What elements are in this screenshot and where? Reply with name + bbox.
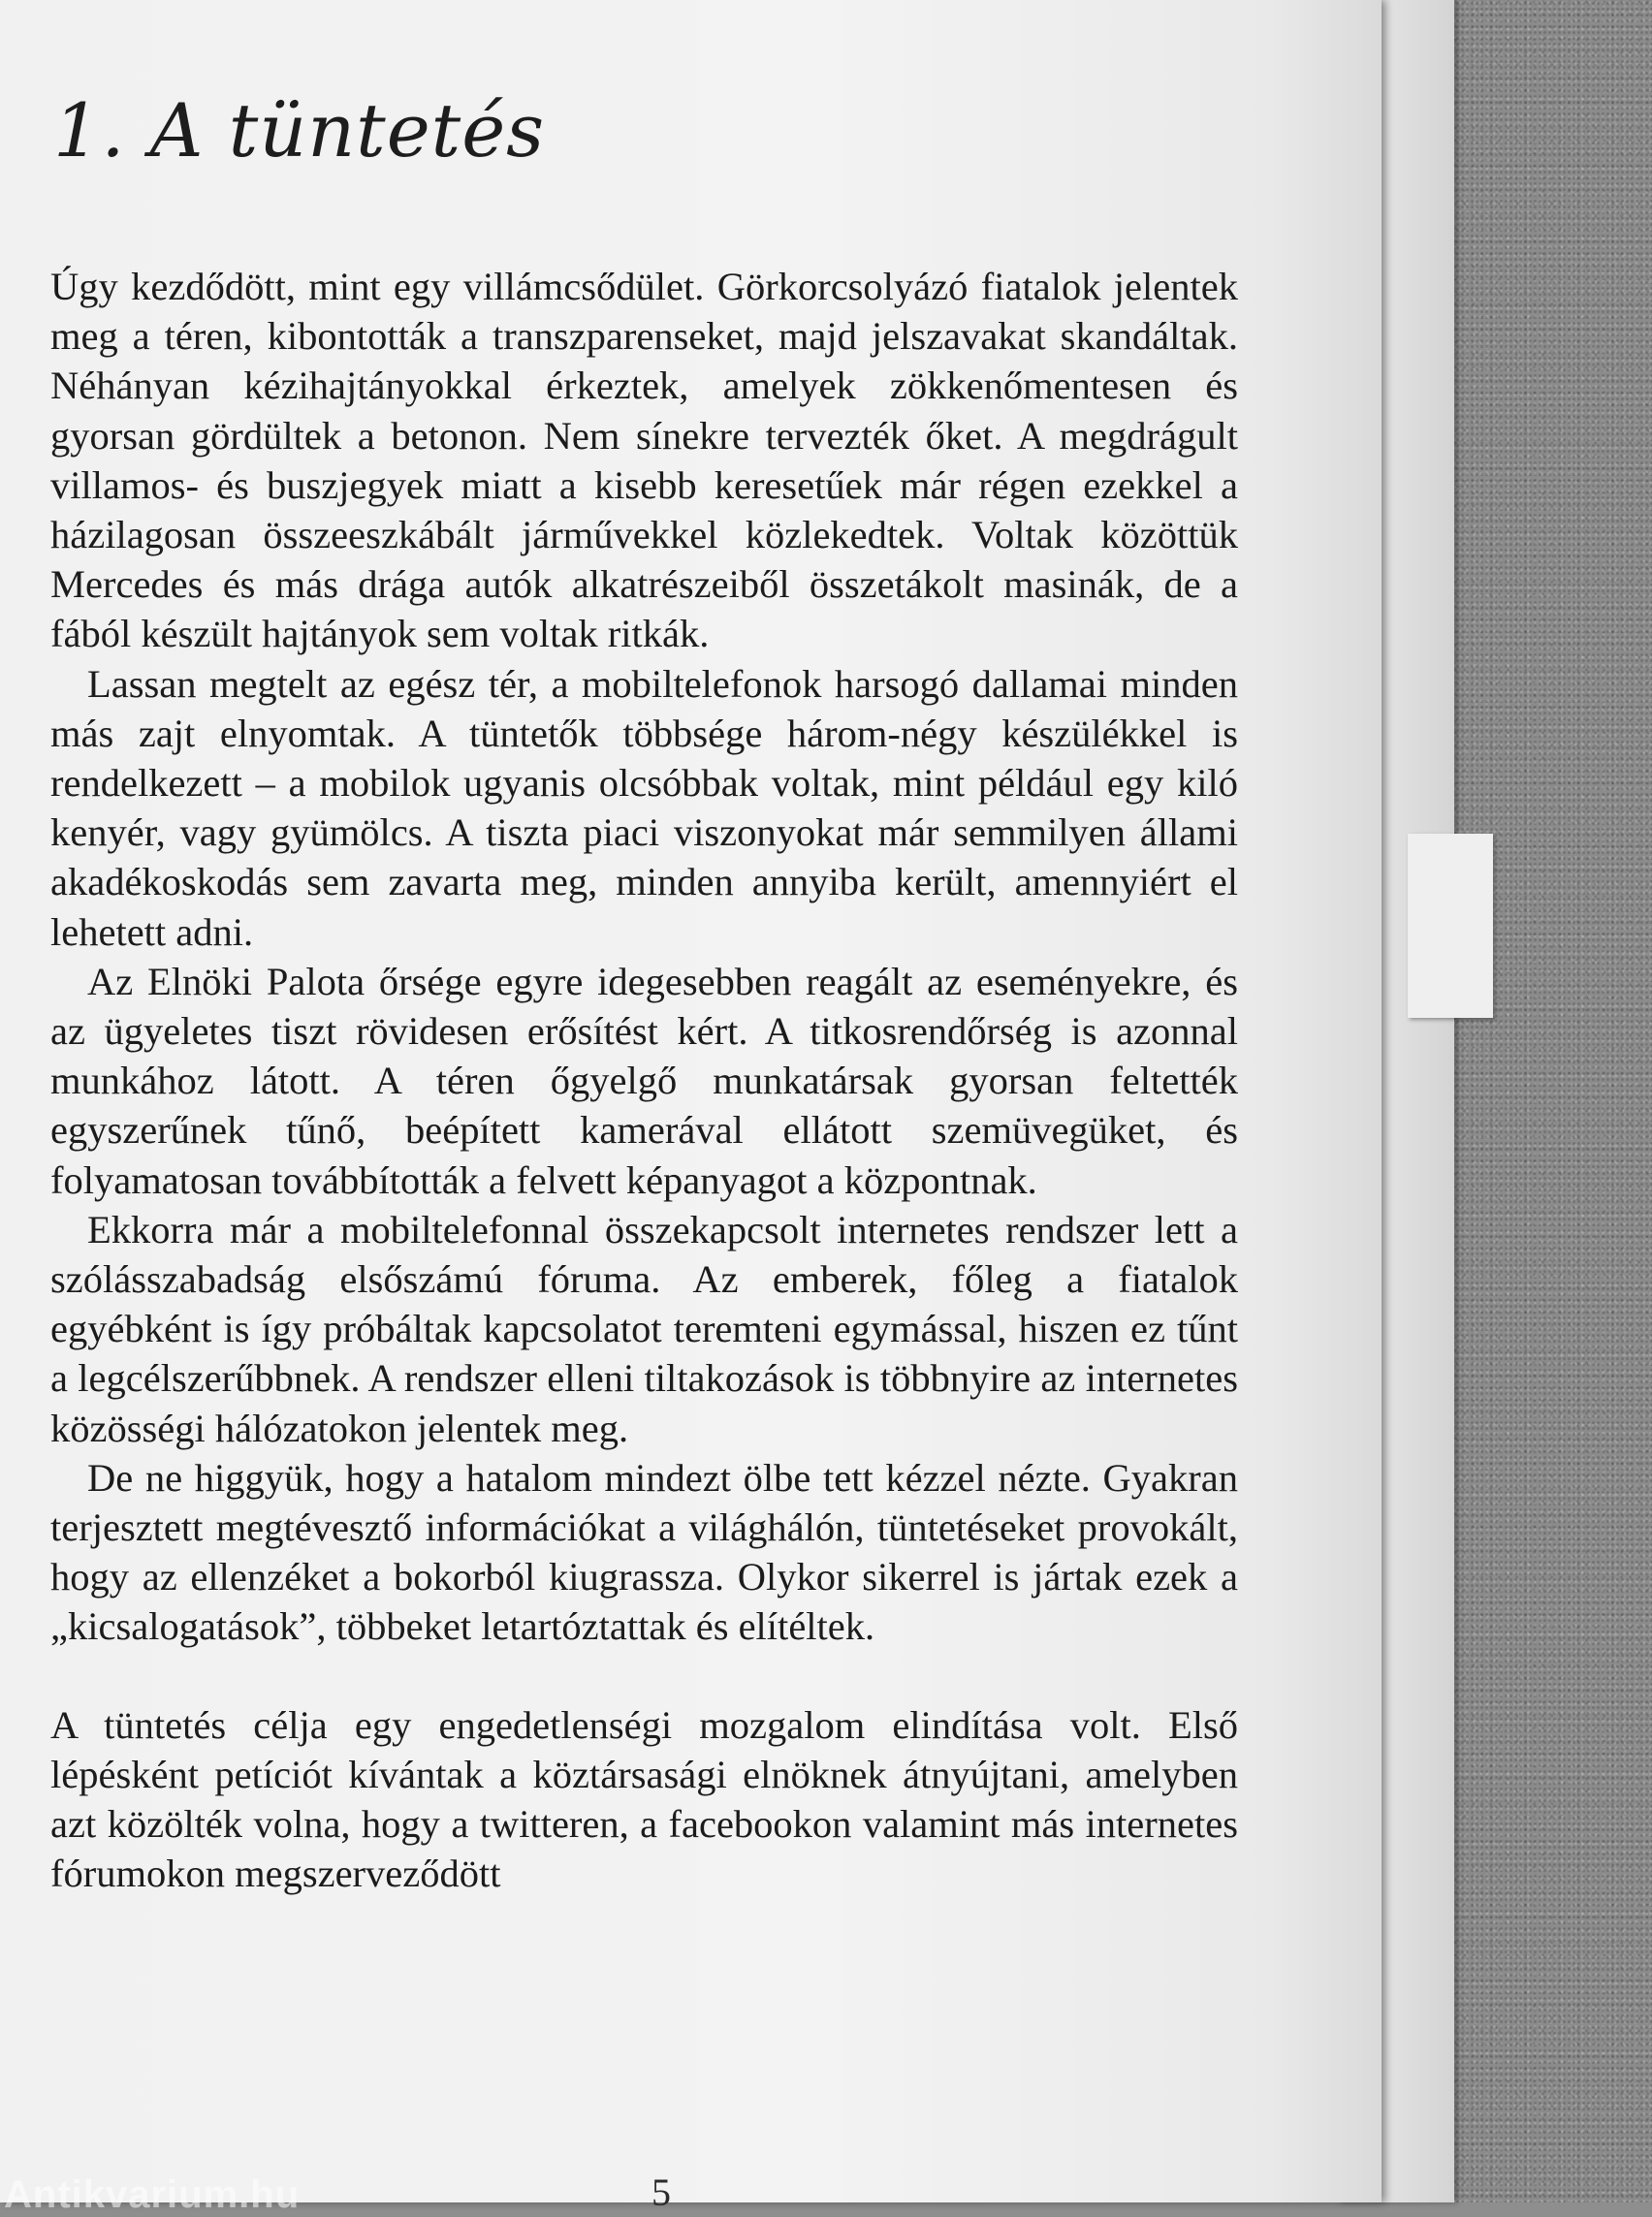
paragraph: A tüntetés célja egy engedetlenségi mozgalom elindítása volt. Első lépésként petíciót kívántak a köztársasági elnöknek átnyújtani, amelyben azt közölték volna, hogy a twitteren, a facebookon valamint más internetes fórumokon megszerveződött (50, 1702, 1238, 1896)
page-number: 5 (651, 2170, 671, 2214)
paragraph: Lassan megtelt az egész tér, a mobiltelefonok harsogó dallamai minden más zajt elnyomtak. A tüntetők többsége három-négy készülékkel is rendelkezett – a mobilok ugyanis olcsóbbak voltak, mint például egy kiló kenyér, vagy gyümölcs. A tiszta piaci viszonyokat már semmilyen állami akadékoskodás sem zavarta meg, minden annyiba került, amennyiért el lehetett adni. (50, 661, 1238, 954)
chapter-body (50, 262, 1238, 1899)
paragraph: De ne higgyük, hogy a hatalom mindezt ölbe tett kézzel nézte. Gyakran terjesztett megtévesztő információkat a világhálón, tüntetéseket provokált, hogy az ellenzéket a bokorból kiugrassza. Olykor sikerrel is jártak ezek a „kicsalogatások”, többeket letartóztattak és elítéltek. (50, 1455, 1238, 1649)
paragraph: Úgy kezdődött, mint egy villámcsődület. Görkorcsolyázó fiatalok jelentek meg a téren, kibontották a transzparenseket, majd jelszavakat skandáltak. Néhányan kézihajtányokkal érkeztek, amelyek zökkenőmentesen és gyorsan gördültek a betonon. Nem sínekre tervezték őket. A megdrágult villamos- és buszjegyek miatt a kisebb keresetűek már régen ezekkel a házilagosan összeeszkábált járművekkel közlekedtek. Voltak közöttük Mercedes és más drága autók alkatrészeiből összetákolt masinák, de a fából készült hajtányok sem voltak ritkák. (50, 265, 1238, 656)
paragraph: Az Elnöki Palota őrsége egyre idegesebben reagált az eseményekre, és az ügyeletes tiszt rövidesen erősítést kért. A titkosrendőrség is azonnal munkához látott. A téren őgyelgő munkatársak gyorsan feltették egyszerűnek tűnő, beépített kamerával ellátott szemüvegüket, és folyamatosan továbbították a felvett képanyagot a központnak. (50, 959, 1238, 1202)
watermark-logo: Antikvarium.hu (4, 2173, 301, 2216)
chapter-title: 1. A tüntetés (53, 87, 546, 174)
bookmark-tab (1408, 834, 1493, 1018)
paragraph: Ekkorra már a mobiltelefonnal összekapcsolt internetes rendszer lett a szólásszabadság elsőszámú fóruma. Az emberek, főleg a fiatalok egyébként is így próbáltak kapcsolatot teremteni egymással, hiszen ez tűnt a legcélszerűbbnek. A rendszer elleni tiltakozások is többnyire az internetes közösségi hálózatokon jelentek meg. (50, 1207, 1238, 1450)
